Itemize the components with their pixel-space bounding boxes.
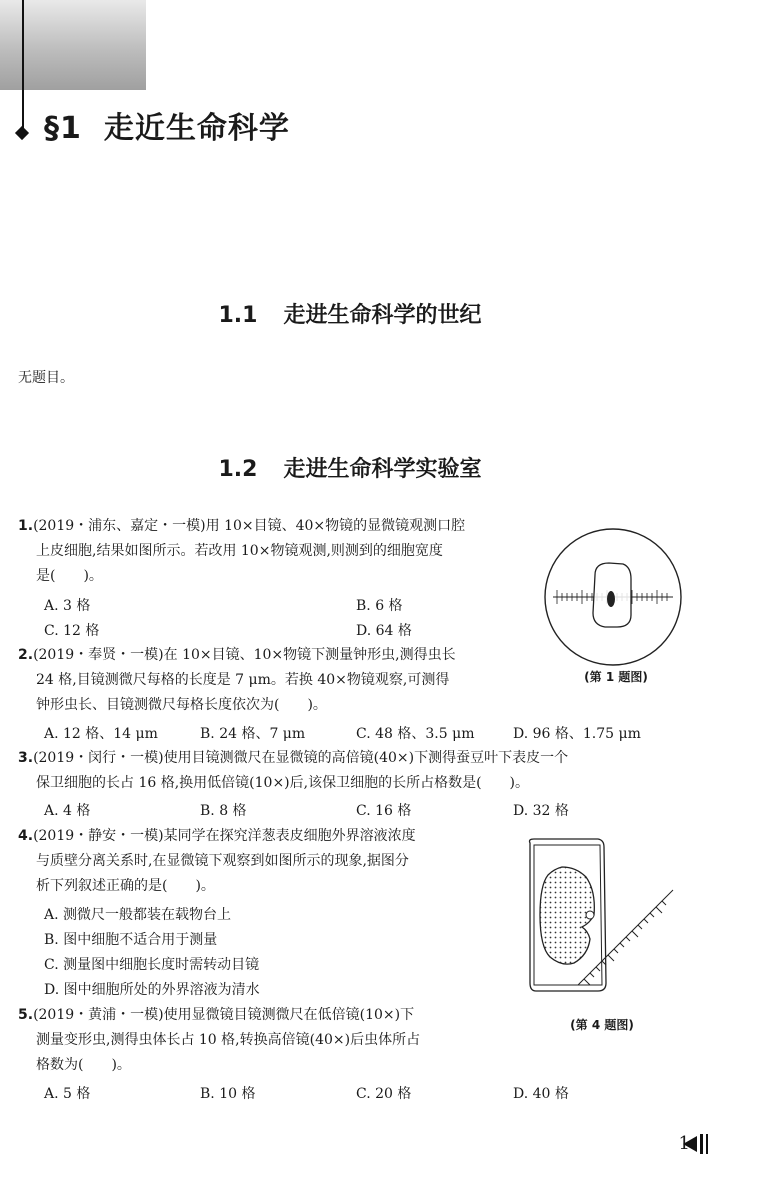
option-a: A. 4 格 <box>44 803 91 819</box>
figure-4-plasmolyzed-cell <box>518 835 678 1005</box>
question-line: (2019・浦东、嘉定・一模)用 10×目镜、40×物镜的显微镜观测口腔 <box>33 518 466 534</box>
option-d: D. 64 格 <box>356 623 412 639</box>
option-d: D. 40 格 <box>513 1086 569 1102</box>
question-3 <box>18 746 568 796</box>
question-number: 3. <box>18 750 34 766</box>
question-line: (2019・静安・一模)某同学在探究洋葱表皮细胞外界溶液浓度 <box>33 828 416 844</box>
question-2 <box>18 643 456 718</box>
question-line: (2019・闵行・一模)使用目镜测微尺在显微镜的高倍镜(40×)下测得蚕豆叶下表皮一个 <box>33 750 569 766</box>
question-line: 保卫细胞的长占 16 格,换用低倍镜(10×)后,该保卫细胞的长所占格数是( )。 <box>36 775 530 791</box>
option-c: C. 20 格 <box>356 1086 412 1102</box>
section-title: 走进生命科学实验室 <box>283 457 482 482</box>
option-b: B. 图中细胞不适合用于测量 <box>44 932 218 948</box>
question-number: 4. <box>18 828 34 844</box>
section-heading-1-2 <box>0 452 700 483</box>
chapter-number: §1 <box>44 111 82 146</box>
section-number: 1.1 <box>218 303 258 328</box>
page-bar-icon <box>706 1134 708 1154</box>
option-a: A. 12 格、14 μm <box>44 726 158 742</box>
option-c: C. 16 格 <box>356 803 412 819</box>
question-number: 5. <box>18 1007 34 1023</box>
option-b: B. 10 格 <box>200 1086 256 1102</box>
option-d: D. 32 格 <box>513 803 569 819</box>
page-number: 1 <box>678 1133 690 1154</box>
question-line: 上皮细胞,结果如图所示。若改用 10×物镜观测,则测到的细胞宽度 <box>36 543 443 559</box>
no-questions-note: 无题目。 <box>18 370 74 386</box>
question-line: (2019・奉贤・一模)在 10×目镜、10×物镜下测量钟形虫,测得虫长 <box>33 647 456 663</box>
figure-4-caption: (第 4 题图) <box>570 1018 634 1032</box>
question-line: 是( )。 <box>36 568 103 584</box>
question-4 <box>18 824 416 899</box>
option-c: C. 48 格、3.5 μm <box>356 726 475 742</box>
option-d: D. 96 格、1.75 μm <box>513 726 641 742</box>
option-d: D. 图中细胞所处的外界溶液为清水 <box>44 982 260 998</box>
option-a: A. 3 格 <box>44 598 91 614</box>
figure-1-microscope-view <box>543 527 683 667</box>
option-c: C. 12 格 <box>44 623 100 639</box>
option-b: B. 8 格 <box>200 803 247 819</box>
diamond-marker-icon <box>15 126 29 140</box>
question-line: 24 格,目镜测微尺每格的长度是 7 μm。若换 40×物镜观察,可测得 <box>36 672 450 688</box>
margin-rule <box>22 0 24 130</box>
option-a: A. 5 格 <box>44 1086 91 1102</box>
question-line: 格数为( )。 <box>36 1057 131 1073</box>
question-line: 钟形虫长、目镜测微尺每格长度依次为( )。 <box>36 697 327 713</box>
option-b: B. 24 格、7 μm <box>200 726 306 742</box>
page-arrow-icon <box>683 1136 697 1152</box>
question-line: 与质壁分离关系时,在显微镜下观察到如图所示的现象,据图分 <box>36 853 409 869</box>
figure-1-caption: (第 1 题图) <box>584 670 648 684</box>
question-number: 2. <box>18 647 34 663</box>
question-line: 析下列叙述正确的是( )。 <box>36 878 215 894</box>
section-title: 走进生命科学的世纪 <box>283 303 482 328</box>
question-line: (2019・黄浦・一模)使用显微镜目镜测微尺在低倍镜(10×)下 <box>33 1007 415 1023</box>
option-c: C. 测量图中细胞长度时需转动目镜 <box>44 957 260 973</box>
question-number: 1. <box>18 518 34 534</box>
question-5 <box>18 1003 420 1078</box>
chapter-title: 走近生命科学 <box>103 111 290 146</box>
question-line: 测量变形虫,测得虫体长占 10 格,转换高倍镜(40×)后虫体所占 <box>36 1032 421 1048</box>
page-bar-icon <box>700 1134 703 1154</box>
option-b: B. 6 格 <box>356 598 403 614</box>
option-a: A. 测微尺一般都装在载物台上 <box>44 907 232 923</box>
question-1 <box>18 514 465 589</box>
section-heading-1-1 <box>0 298 700 329</box>
chapter-heading <box>44 103 290 147</box>
section-number: 1.2 <box>218 457 258 482</box>
